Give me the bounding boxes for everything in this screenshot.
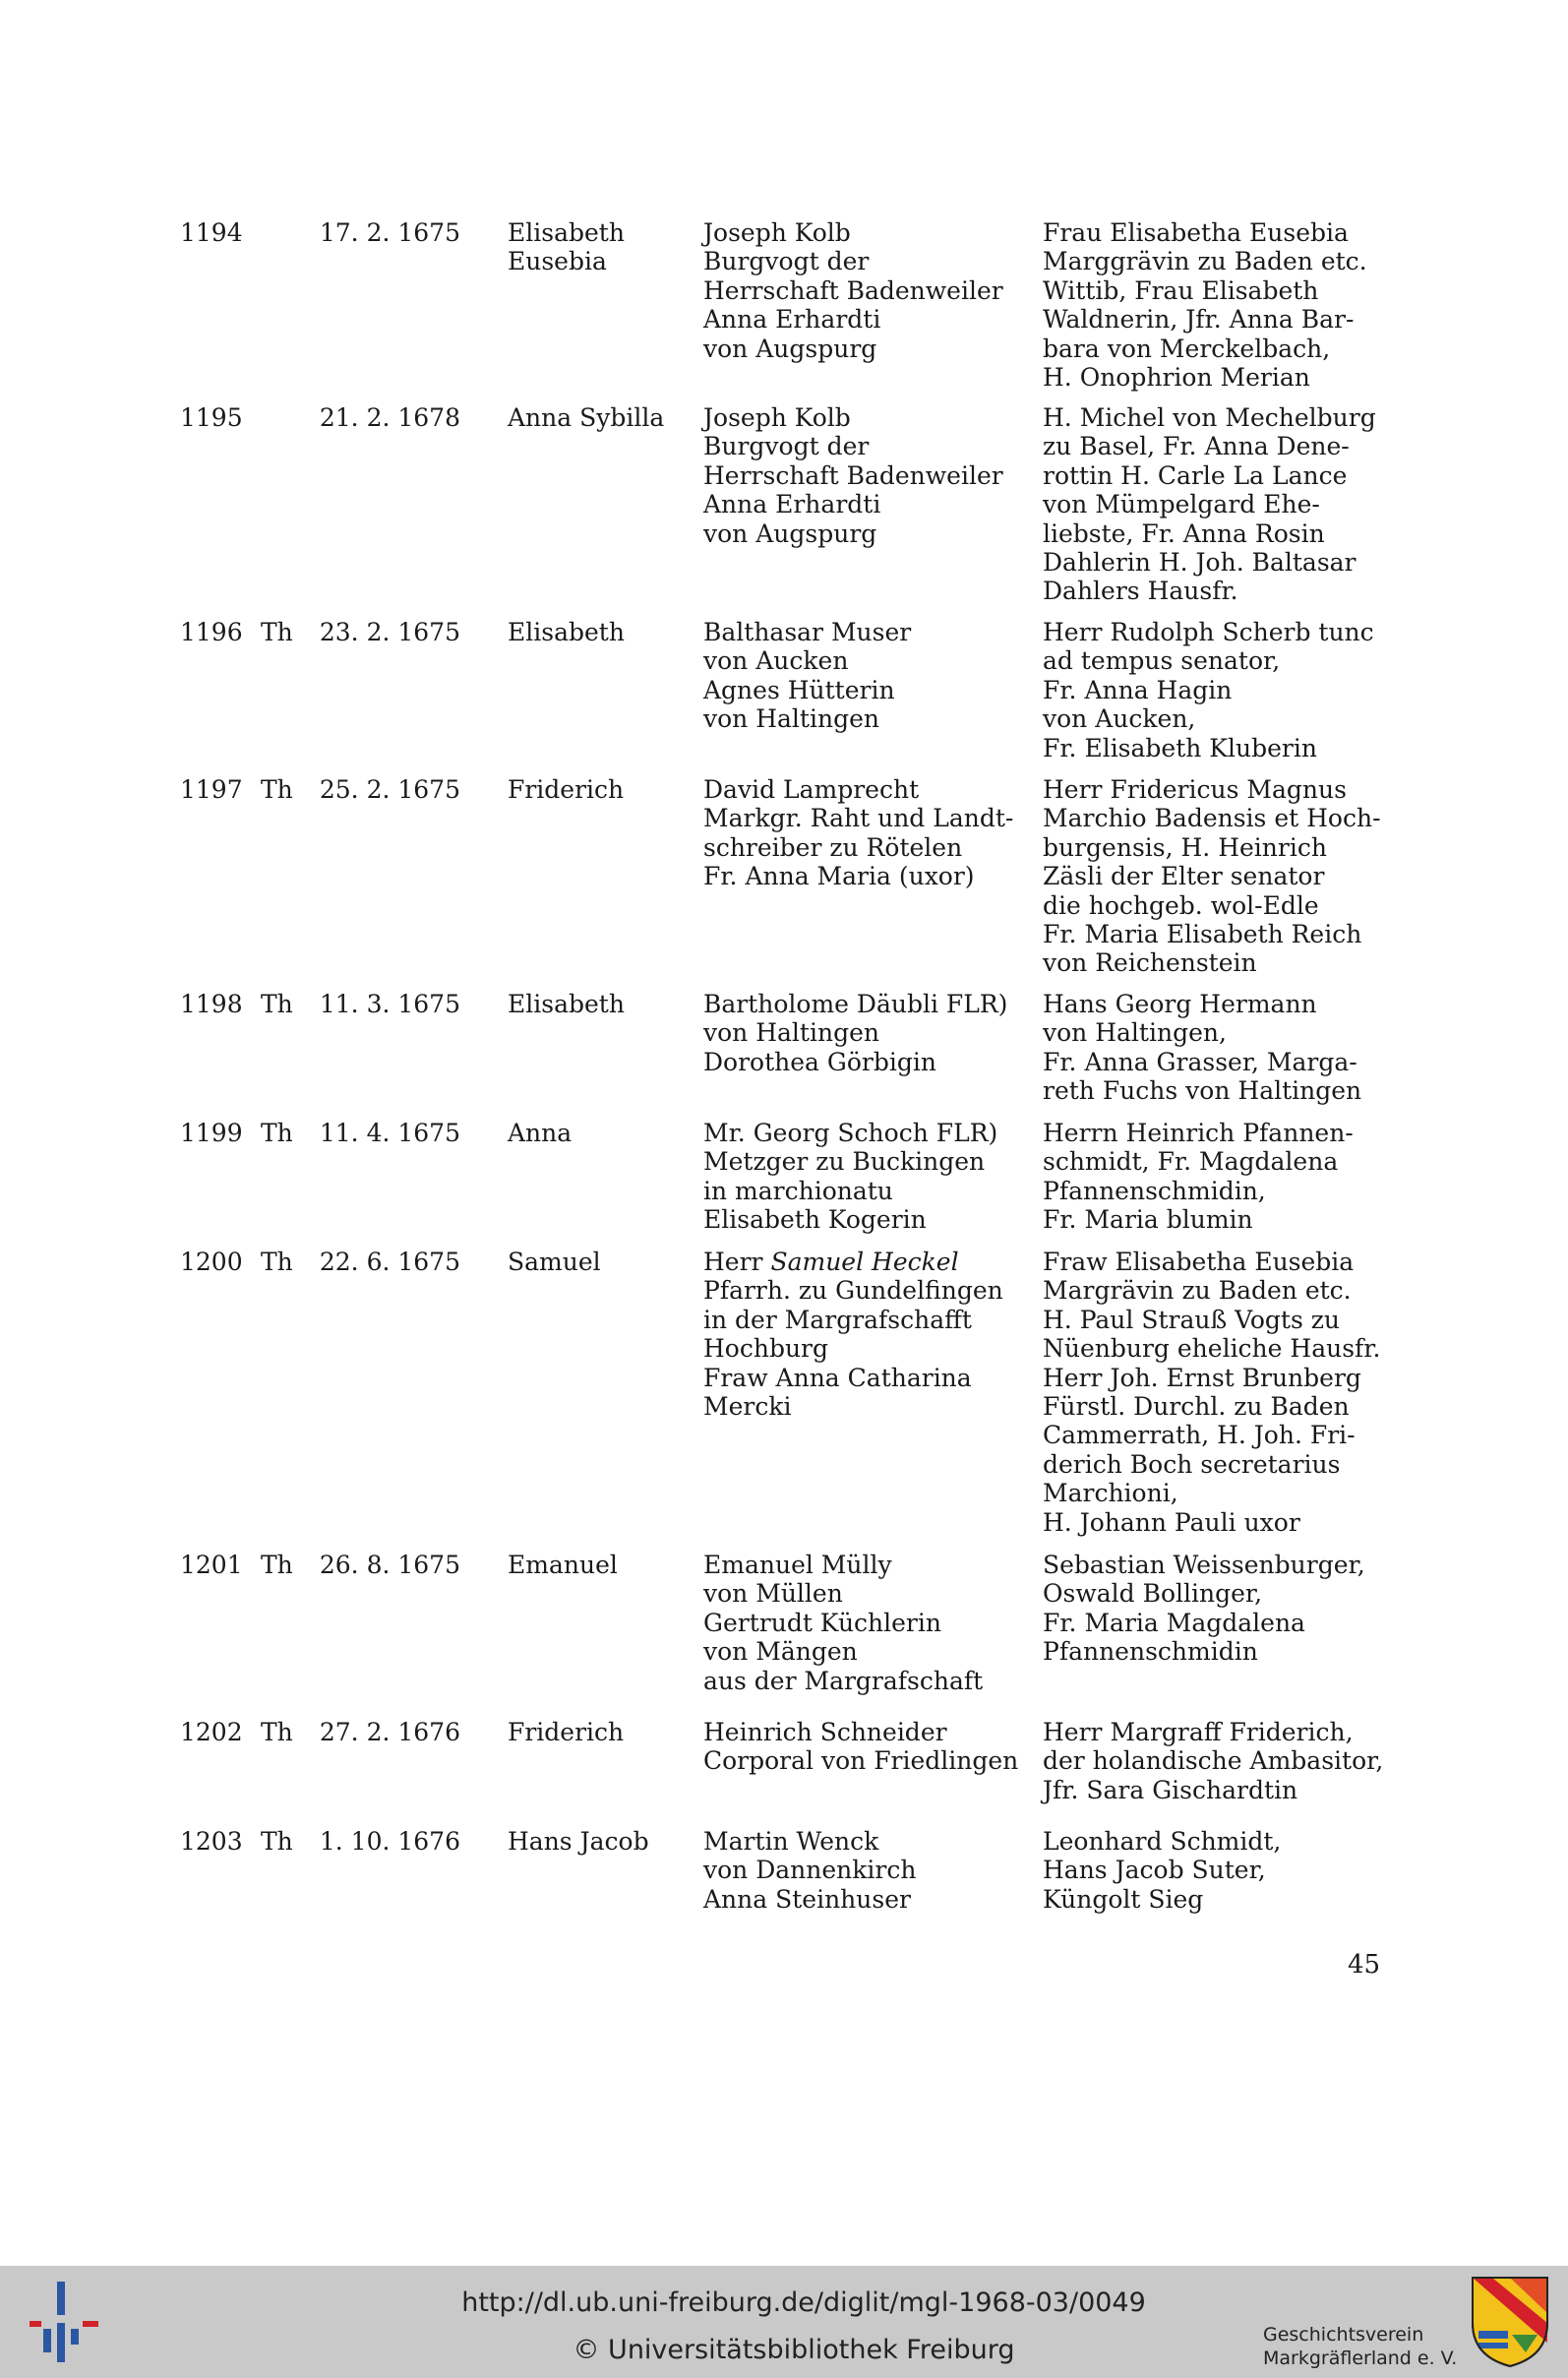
godparents-line: Margrävin zu Baden etc. [1043,1276,1352,1306]
entry-number: 1196 [180,618,243,646]
entry-number: 1195 [180,403,243,432]
godparents [1043,1119,1387,1235]
entry-date: 27. 2. 1676 [319,1718,460,1746]
parents [703,618,911,734]
child-name-line: Samuel [508,1248,601,1276]
entry-tag: Th [261,775,293,804]
godparents-line: H. Onophrion Merian [1043,363,1310,393]
entry-date: 11. 4. 1675 [319,1119,460,1147]
parents-line: Bartholome Däubli FLR) [703,990,1008,1018]
godparents-line: Dahlerin H. Joh. Baltasar [1043,548,1357,578]
entry-date: 22. 6. 1675 [319,1248,460,1276]
child-name [508,990,625,1018]
godparents-line: ad tempus senator, [1043,646,1281,676]
parents [703,1718,1018,1776]
entry-date: 21. 2. 1678 [319,403,460,432]
entry-number: 1194 [180,218,243,247]
child-name-line: Elisabeth [508,990,625,1018]
parents-line: Herrschaft Badenweiler [703,275,1003,305]
parents-line: Emanuel Mülly [703,1551,892,1579]
entry-date: 23. 2. 1675 [319,618,460,646]
parents [703,1248,1003,1421]
godparents-line: von Aucken, [1043,704,1196,734]
godparents-line: Dahlers Hausfr. [1043,577,1238,606]
parents-line: David Lamprecht [703,775,920,804]
society-line-2: Markgräflerland e. V. [1263,2348,1458,2369]
parents-line: Fr. Anna Maria (uxor) [703,862,975,891]
godparents-line: Oswald Bollinger, [1043,1579,1263,1609]
child-name-line: Friderich [508,775,625,804]
parents-line: Corporal von Friedlingen [703,1746,1019,1776]
godparents-line: liebste, Fr. Anna Rosin [1043,518,1325,548]
parents-line: Hochburg [703,1334,829,1364]
entry-number: 1203 [180,1827,243,1856]
entry-number: 1202 [180,1718,243,1746]
parents-line: Burgvogt der [703,247,870,276]
godparents-line: Pfannenschmidin, [1043,1176,1266,1205]
godparents-line: Hans Jacob Suter, [1043,1856,1266,1885]
child-name-line: Eusebia [508,247,607,276]
godparents-line: Marchio Badensis et Hoch- [1043,804,1381,833]
page-number: 45 [1348,1950,1381,1980]
parents-line: Pfarrh. zu Gundelfingen [703,1276,1003,1306]
godparents-line: Herr Joh. Ernst Brunberg [1043,1363,1361,1392]
entry-number: 1197 [180,775,243,804]
child-name [508,1248,601,1276]
godparents-line: H. Michel von Mechelburg [1043,403,1376,432]
godparents-line: Wittib, Frau Elisabeth [1043,275,1319,305]
parents-line: Gertrudt Küchlerin [703,1608,941,1637]
godparents-line: Fr. Elisabeth Kluberin [1043,733,1317,762]
godparents-line: die hochgeb. wol-Edle [1043,890,1319,920]
child-name [508,1119,572,1147]
parents [703,1827,916,1914]
child-name-line: Friderich [508,1718,625,1746]
godparents-line: von Mümpelgard Ehe- [1043,490,1320,519]
godparents [1043,1551,1387,1667]
child-name [508,775,624,804]
parents-line: von Mängen [703,1637,858,1667]
parents [703,403,1003,548]
parents-line: von Augspurg [703,518,877,548]
entry-number: 1201 [180,1551,243,1579]
godparents-line: Fr. Maria Magdalena [1043,1608,1305,1637]
parents-line: von Aucken [703,646,849,676]
godparents-line: reth Fuchs von Haltingen [1043,1076,1362,1106]
godparents [1043,990,1387,1106]
society-name [1263,2323,1457,2370]
godparents [1043,775,1387,978]
godparents-line: Herrn Heinrich Pfannen- [1043,1119,1354,1147]
child-name [508,1551,618,1579]
entry-tag: Th [261,990,293,1018]
child-name-line: Elisabeth [508,618,625,646]
godparents-line: Herr Margraff Friderich, [1043,1718,1354,1746]
godparents [1043,1248,1387,1537]
entry-date: 26. 8. 1675 [319,1551,460,1579]
parents-line: Heinrich Schneider [703,1718,947,1746]
parents-line: Anna Erhardti [703,305,881,335]
parents [703,990,1007,1076]
godparents-line: H. Paul Strauß Vogts zu [1043,1305,1341,1334]
child-name-line: Emanuel [508,1551,618,1579]
parents-line: Anna Erhardti [703,490,881,519]
parents-line: Mr. Georg Schoch FLR) [703,1119,998,1147]
godparents-line: Fr. Anna Grasser, Marga- [1043,1047,1357,1076]
child-name [508,618,625,646]
godparents-line: zu Basel, Fr. Anna Dene- [1043,432,1350,461]
entry-tag: Th [261,1827,293,1856]
godparents-line: burgensis, H. Heinrich [1043,832,1327,862]
godparents-line: Jfr. Sara Gischardtin [1043,1775,1298,1804]
godparents-line: Fr. Maria Elisabeth Reich [1043,920,1362,949]
parents [703,1119,997,1235]
child-name-line: Hans Jacob [508,1827,649,1856]
parents-line: Martin Wenck [703,1827,879,1856]
godparents-line: rottin H. Carle La Lance [1043,460,1348,490]
godparents-line: Fr. Maria blumin [1043,1205,1253,1235]
parents-line: Mercki [703,1392,792,1422]
godparents-line: Marchioni, [1043,1479,1178,1508]
footer-copyright: © Universitätsbibliothek Freiburg [573,2335,1015,2365]
godparents-line: Hans Georg Hermann [1043,990,1317,1018]
parents-line: Joseph Kolb [703,218,851,247]
child-name-line: Anna [508,1119,573,1147]
entry-tag: Th [261,1248,293,1276]
godparents [1043,1718,1387,1804]
godparents-line: Waldnerin, Jfr. Anna Bar- [1043,305,1355,335]
footer-bar [0,2266,1568,2378]
parents-line: Anna Steinhuser [703,1884,911,1914]
godparents-line: bara von Merckelbach, [1043,334,1331,363]
godparents-line: Fürstl. Durchl. zu Baden [1043,1392,1350,1422]
parents-line: in der Margrafschafft [703,1305,972,1334]
child-name [508,1718,624,1746]
parents-line: Elisabeth Kogerin [703,1205,927,1235]
godparents-line: Fr. Anna Hagin [1043,675,1233,704]
society-line-1: Geschichtsverein [1263,2324,1424,2346]
godparents-line: Cammerrath, H. Joh. Fri- [1043,1421,1356,1450]
parents-line: Herr Samuel Heckel [703,1248,959,1276]
parents-line: von Dannenkirch [703,1856,917,1885]
parents-line: schreiber zu Rötelen [703,832,963,862]
entry-date: 25. 2. 1675 [319,775,460,804]
parents-line: Dorothea Görbigin [703,1047,936,1076]
godparents [1043,403,1387,606]
parents-line: von Haltingen [703,704,879,734]
godparents-line: der holandische Ambasitor, [1043,1746,1384,1776]
entry-number: 1198 [180,990,243,1018]
parents [703,1551,983,1695]
child-name-line: Elisabeth [508,218,625,247]
parents-line: Joseph Kolb [703,403,851,432]
entry-tag: Th [261,618,293,646]
entry-number: 1199 [180,1119,243,1147]
godparents-line: H. Johann Pauli uxor [1043,1507,1300,1537]
parents-line: Agnes Hütterin [703,675,895,704]
godparents-line: Pfannenschmidin [1043,1637,1258,1667]
entry-date: 17. 2. 1675 [319,218,460,247]
child-name [508,218,625,276]
godparents-line: derich Boch secretarius [1043,1449,1341,1479]
entry-tag: Th [261,1119,293,1147]
godparents-line: schmidt, Fr. Magdalena [1043,1147,1339,1177]
godparents-line: Zäsli der Elter senator [1043,862,1325,891]
godparents-line: Herr Fridericus Magnus [1043,775,1347,804]
godparents-line: von Reichenstein [1043,948,1257,978]
godparents-line: Fraw Elisabetha Eusebia [1043,1248,1355,1276]
godparents-line: Küngolt Sieg [1043,1884,1204,1914]
godparents-line: Sebastian Weissenburger, [1043,1551,1365,1579]
godparents [1043,218,1387,392]
parents [703,218,1003,363]
parents [703,775,1013,891]
coat-of-arms-icon [1469,2274,1551,2368]
godparents-line: Marggrävin zu Baden etc. [1043,247,1367,276]
entry-tag: Th [261,1718,293,1746]
parents-line: von Augspurg [703,334,877,363]
parents-line: Markgr. Raht und Landt- [703,804,1014,833]
parents-line: aus der Margrafschaft [703,1666,984,1695]
parents-line: in marchionatu [703,1176,893,1205]
godparents [1043,618,1387,762]
parents-line: von Haltingen [703,1018,879,1048]
godparents [1043,1827,1387,1914]
godparents-line: Herr Rudolph Scherb tunc [1043,618,1374,646]
godparents-line: von Haltingen, [1043,1018,1227,1048]
godparents-line: Frau Elisabetha Eusebia [1043,218,1349,247]
entry-number: 1200 [180,1248,243,1276]
entry-date: 1. 10. 1676 [319,1827,460,1856]
child-name [508,1827,649,1856]
parents-line: Burgvogt der [703,432,870,461]
godparents-line: Leonhard Schmidt, [1043,1827,1282,1856]
entry-date: 11. 3. 1675 [319,990,460,1018]
parents-line: Metzger zu Buckingen [703,1147,986,1177]
parents-line: Herrschaft Badenweiler [703,460,1003,490]
godparents-line: Nüenburg eheliche Hausfr. [1043,1334,1381,1364]
child-name [508,403,664,432]
parents-line: Fraw Anna Catharina [703,1363,972,1392]
footer-url[interactable]: http://dl.ub.uni-freiburg.de/diglit/mgl-1968-03/0049 [461,2287,1146,2318]
entry-tag: Th [261,1551,293,1579]
parents-line: Balthasar Muser [703,618,912,646]
parents-line: von Müllen [703,1579,843,1609]
child-name-line: Anna Sybilla [508,403,665,432]
